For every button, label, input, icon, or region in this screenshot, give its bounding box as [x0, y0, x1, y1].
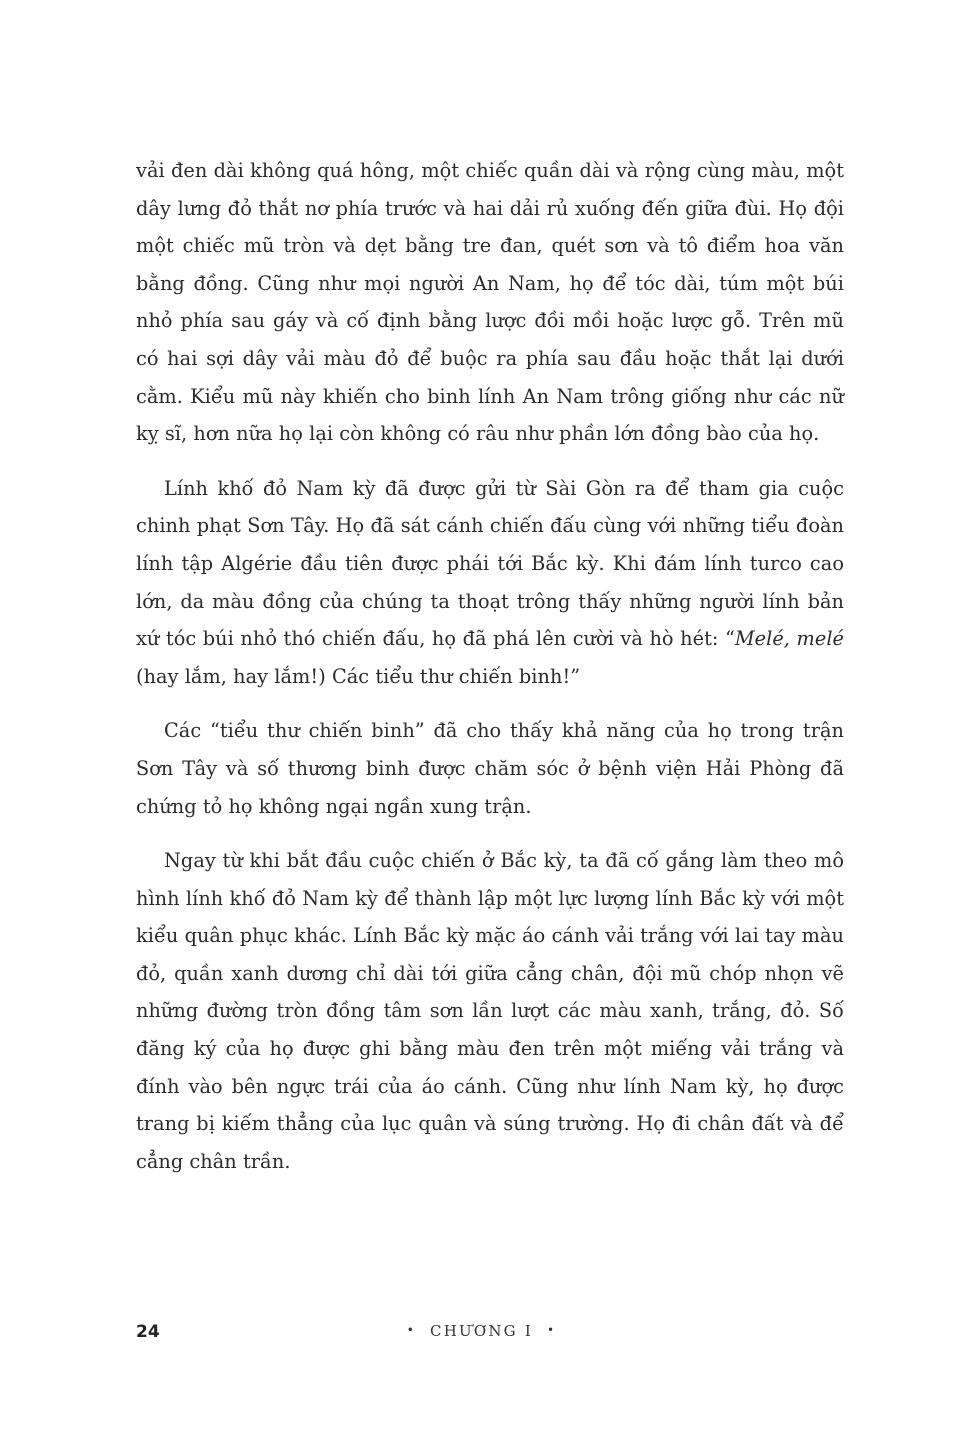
page-body	[136, 152, 844, 1197]
paragraph-2-italic-quote: Melé, melé	[734, 627, 844, 651]
paragraph-2-text-after: (hay lắm, hay lắm!) Các tiểu thư chiến binh!”	[136, 664, 581, 688]
paragraph-1: vải đen dài không quá hông, một chiếc quần dài và rộng cùng màu, một dây lưng đỏ thắt nơ phía trước và hai dải rủ xuống đến giữa đùi. Họ đội một chiếc mũ tròn và dẹt bằng tre đan, quét sơn và tô điểm hoa văn bằng đồng. Cũng như mọi người An Nam, họ để tóc dài, túm một búi nhỏ phía sau gáy và cố định bằng lược đồi mồi hoặc lược gỗ. Trên mũ có hai sợi dây vải màu đỏ để buộc ra phía sau đầu hoặc thắt lại dưới cằm. Kiểu mũ này khiến cho binh lính An Nam trông giống như các nữ kỵ sĩ, hơn nữa họ lại còn không có râu như phần lớn đồng bào của họ.	[136, 159, 844, 446]
paragraph-2-text-before: Lính khố đỏ Nam kỳ đã được gửi từ Sài Gòn ra để tham gia cuộc chinh phạt Sơn Tây. Họ đã sát cánh chiến đấu cùng với những tiểu đoàn lính tập Algérie đầu tiên được phái tới Bắc kỳ. Khi đám lính turco cao lớn, da màu đồng của chúng ta thoạt trông thấy những người lính bản xứ tóc búi nhỏ thó chiến đấu, họ đã phá lên cười và hò hét: “	[136, 476, 844, 651]
bullet-left-icon: •	[406, 1323, 417, 1337]
chapter-label: CHƯƠNG I	[430, 1322, 533, 1340]
paragraph-3: Các “tiểu thư chiến binh” đã cho thấy khả năng của họ trong trận Sơn Tây và số thương binh được chăm sóc ở bệnh viện Hải Phòng đã chứng tỏ họ không ngại ngần xung trận.	[136, 719, 844, 818]
page-footer	[0, 1318, 963, 1348]
paragraph-4: Ngay từ khi bắt đầu cuộc chiến ở Bắc kỳ, ta đã cố gắng làm theo mô hình lính khố đỏ Nam kỳ để thành lập một lực lượng lính Bắc kỳ với một kiểu quân phục khác. Lính Bắc kỳ mặc áo cánh vải trắng với lai tay màu đỏ, quần xanh dương chỉ dài tới giữa cẳng chân, đội mũ chóp nhọn vẽ những đường tròn đồng tâm sơn lần lượt các màu xanh, trắng, đỏ. Số đăng ký của họ được ghi bằng màu đen trên một miếng vải trắng và đính vào bên ngực trái của áo cánh. Cũng như lính Nam kỳ, họ được trang bị kiếm thẳng của lục quân và súng trường. Họ đi chân đất và để cẳng chân trần.	[136, 849, 844, 1173]
running-head	[0, 1322, 963, 1340]
paragraph-2	[136, 470, 844, 696]
bullet-right-icon: •	[546, 1323, 557, 1337]
page-number: 24	[136, 1322, 160, 1342]
